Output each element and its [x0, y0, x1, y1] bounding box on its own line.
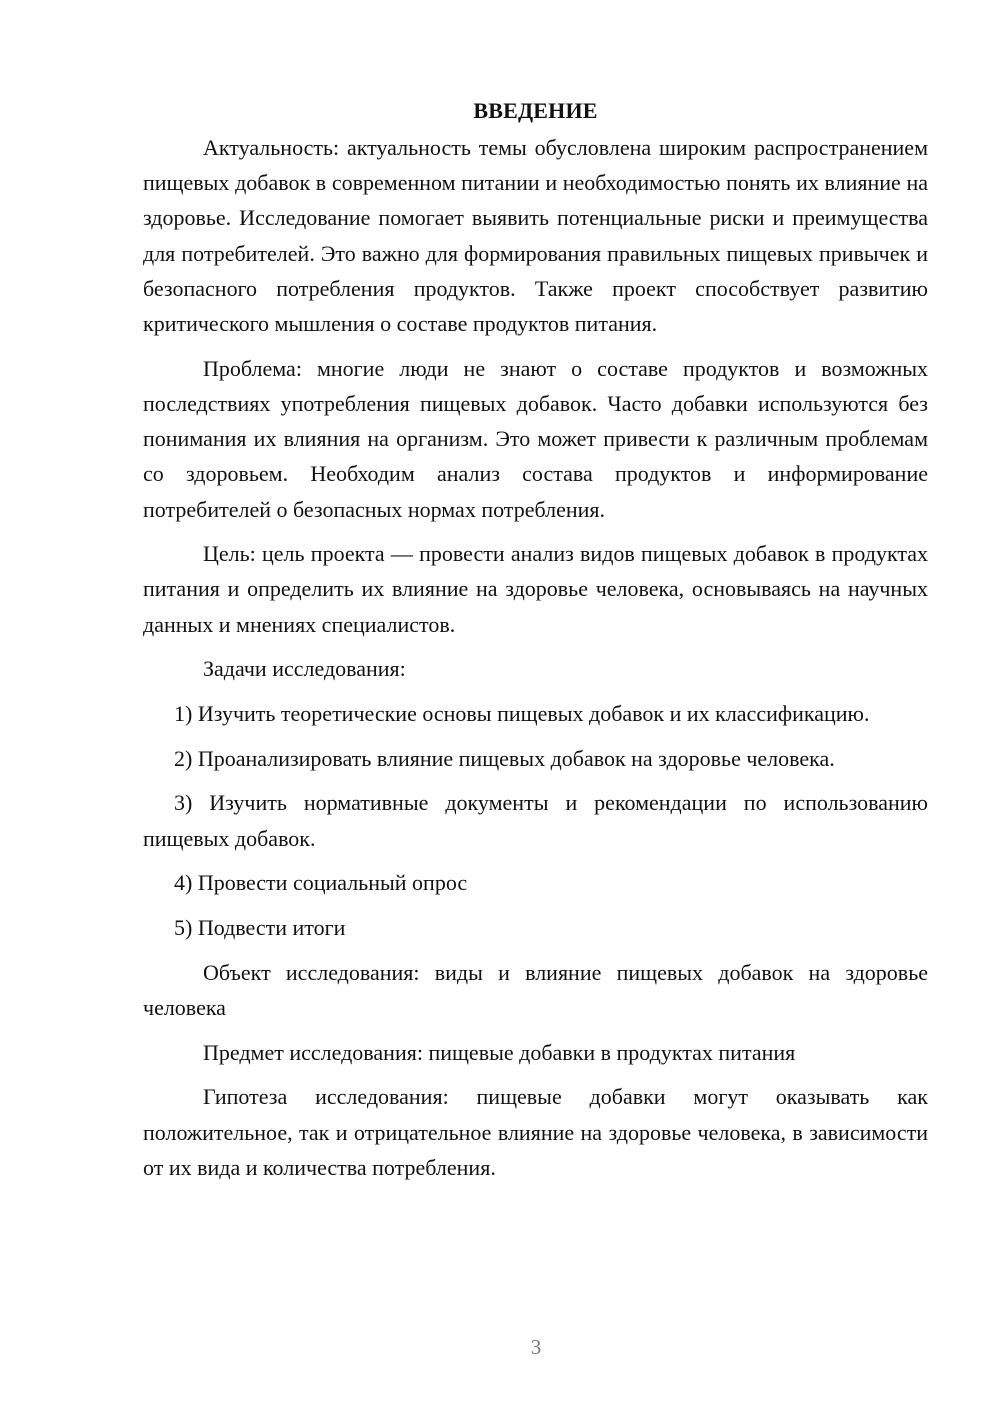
page-number: 3 [530, 1335, 542, 1359]
relevance-paragraph: Актуальность: актуальность темы обусловлена широким распространением пищевых добавок в современном питании и необходимостью понять их влияние на здоровье. Исследование помогает выявить потенциальные риски и преимущества для потребителей. Это важно для формирования правильных пищевых привычек и безопасного потребления продуктов. Также проект способствует развитию критического мышления о составе продуктов питания. [143, 135, 928, 337]
object-paragraph: Объект исследования: виды и влияние пищевых добавок на здоровье человека [143, 959, 928, 1020]
task-item-2: 2) Проанализировать влияние пищевых добавок на здоровье человека. [174, 745, 835, 771]
problem-paragraph: Проблема: многие люди не знают о составе продуктов и возможных последствиях употребления пищевых добавок. Часто добавки используются без понимания их влияния на организм. Это может привести к различным проблемам со здоровьем. Необходим анализ состава продуктов и информирование потребителей о безопасных нормах потребления. [143, 355, 928, 522]
goal-paragraph: Цель: цель проекта — провести анализ видов пищевых добавок в продуктах питания и определить их влияние на здоровье человека, основываясь на научных данных и мнениях специалистов. [143, 541, 928, 637]
task-item-4: 4) Провести социальный опрос [174, 870, 468, 896]
task-item-1: 1) Изучить теоретические основы пищевых добавок и их классификацию. [174, 701, 870, 727]
page-title: ВВЕДЕНИЕ [473, 98, 598, 123]
hypothesis-paragraph: Гипотеза исследования: пищевые добавки могут оказывать как положительное, так и отрицательное влияние на здоровье человека, в зависимости от их вида и количества потребления. [143, 1084, 928, 1180]
task-item-3: 3) Изучить нормативные документы и рекомендации по использованию пищевых добавок. [143, 790, 928, 851]
document-page [143, 93, 928, 1194]
task-item-5: 5) Подвести итоги [174, 915, 346, 941]
subject-paragraph: Предмет исследования: пищевые добавки в продуктах питания [203, 1039, 796, 1065]
tasks-heading: Задачи исследования: [203, 656, 406, 682]
